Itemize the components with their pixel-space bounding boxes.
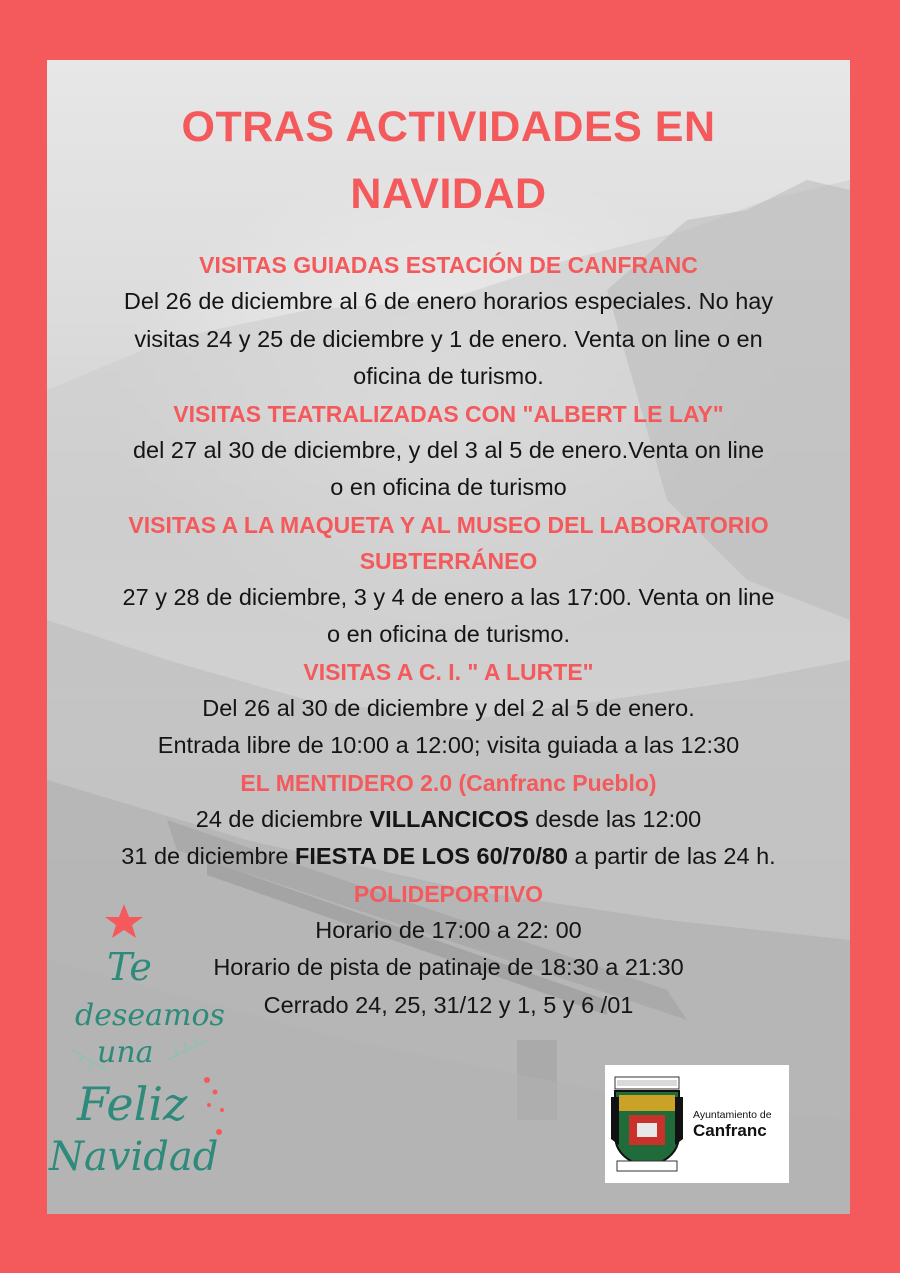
section-text: Cerrado 24, 25, 31/12 y 1, 5 y 6 /01: [263, 991, 634, 1018]
section-heading: VISITAS TEATRALIZADAS CON "ALBERT LE LAY": [173, 400, 724, 427]
section-text: Horario de 17:00 a 22: 00: [315, 916, 582, 943]
section-a-lurte: [47, 654, 850, 765]
section-text: [47, 838, 850, 876]
section-text: Del 26 al 30 de diciembre y del 2 al 5 de enero.: [202, 694, 695, 721]
section-maqueta-museo: [47, 507, 850, 654]
dots-decoration: [204, 1077, 224, 1135]
section-heading: VISITAS GUIADAS ESTACIÓN DE CANFRANC: [199, 252, 698, 278]
section-text: del 27 al 30 de diciembre, y del 3 al 5 de enero.Venta on line: [132, 436, 765, 463]
section-text: visitas 24 y 25 de diciembre y 1 de enero. Venta on line o en: [134, 325, 763, 352]
section-text: o en oficina de turismo: [330, 474, 567, 500]
section-text: o en oficina de turismo.: [327, 621, 570, 647]
text-plain: a partir de las 24 h.: [568, 843, 776, 869]
text-bold: VILLANCICOS: [369, 805, 529, 832]
photo-panel: [47, 60, 850, 1214]
feliz-navidad-greeting: [47, 900, 237, 1200]
greeting-line-2: deseamos: [75, 998, 225, 1033]
star-icon: [105, 904, 143, 938]
section-text: Entrada libre de 10:00 a 12:00; visita guiada a las 12:30: [157, 732, 740, 758]
text-plain: desde las 12:00: [528, 805, 702, 832]
text-plain: 24 de diciembre: [195, 805, 370, 832]
greeting-line-1: Te: [107, 945, 152, 989]
greeting-line-5: Navidad: [49, 1134, 219, 1180]
section-text: Del 26 de diciembre al 6 de enero horarios especiales. No hay: [123, 288, 774, 314]
section-text: oficina de turismo.: [353, 363, 544, 389]
coat-of-arms-icon: [611, 1075, 683, 1173]
town-council-logo: [605, 1065, 789, 1183]
title-line-2: NAVIDAD: [350, 170, 547, 218]
section-heading: VISITAS A LA MAQUETA Y AL MUSEO DEL LABORATORIO: [128, 511, 769, 538]
logo-name: Canfranc: [693, 1121, 767, 1140]
content: [47, 60, 850, 1024]
section-visitas-teatralizadas: [47, 396, 850, 507]
section-text: 27 y 28 de diciembre, 3 y 4 de enero a las 17:00. Venta on line: [122, 583, 775, 610]
text-plain: 31 de diciembre: [121, 843, 296, 869]
greeting-line-3: una: [97, 1035, 154, 1070]
section-text: [47, 801, 850, 839]
section-visitas-guiadas: [47, 247, 850, 396]
section-mentidero: [47, 765, 850, 876]
text-bold: FIESTA DE LOS 60/70/80: [295, 843, 568, 869]
section-heading: VISITAS A C. I. " A LURTE": [303, 658, 594, 685]
section-heading: SUBTERRÁNEO: [359, 547, 538, 574]
section-text: Horario de pista de patinaje de 18:30 a 21:30: [213, 954, 684, 980]
page-title: [47, 94, 850, 228]
title-line-1: OTRAS ACTIVIDADES EN: [181, 103, 716, 151]
section-heading: EL MENTIDERO 2.0 (Canfranc Pueblo): [240, 769, 657, 796]
logo-subtitle: Ayuntamiento de: [693, 1109, 772, 1121]
section-heading: POLIDEPORTIVO: [353, 880, 544, 907]
greeting-line-4: Feliz: [77, 1077, 188, 1131]
